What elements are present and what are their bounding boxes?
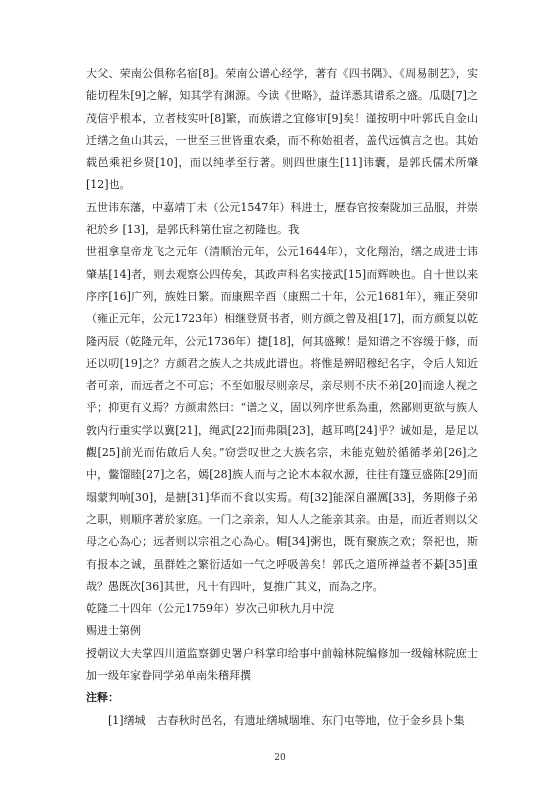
author-signature: 授朝议大夫掌四川道监察御史署户科掌印给事中前翰林院编修加一级翰林院庶士加一级年家眷同学弟单南朱稽拜撰 — [86, 646, 478, 683]
page-number: 20 — [274, 753, 286, 763]
notes-heading: 注释： — [86, 691, 119, 705]
date-line: 乾隆二十四年（公元1759年）岁次己卯秋九月中浣 — [86, 602, 334, 616]
paragraph-preface-2: 五世讳东藩，中嘉靖丁未（公元1547年）科进士，歷春官按秦陇加三品服，并崇祀於乡 [13]，是郭氏科第仕宦之初隆也。我 — [86, 200, 478, 237]
author-title-line: 赐进士第例 — [86, 624, 141, 638]
paragraph-preface-1: 大父、荣南公俱称名宿[8]。荣南公谱心经学，著有《四书隅》、《周易制艺》，实能切程朱[9]之解，知其学有渊源。今读《世略》，益详悉其谱系之盛。瓜瓞[7]之茂信乎根本，立者枝实叶[8]繁，而族谱之宜修审[9]矣！谨按明中叶郭氏自金山迁缮之鱼山其云，一世至三世皆重农桑，而不称始祖者，盖代远慎言之也。其始载邑乘祀乡贤[10]，而以纯孝至行著。则四世康生[11]讳囊，是郭氏儒术所肇[12]也。 — [86, 67, 478, 192]
paragraph-preface-3: 世祖拿皇帝龙飞之元年（清顺治元年，公元1644年），文化翔治，缮之成进士讳肇基[14]者，则去观察公四传矣，其政声科名实接武[15]而辉映也。自十世以来序序[16]广列，族姓日繁。而康熙辛酉（康熙二十年，公元1681年），雍正癸卯（雍正元年，公元1723年）相继登贤书者，则方颜之曾及祖[17]，而方颜复以乾隆丙辰（乾隆元年，公元1736年）捷[18]，何其盛歟！是知谱之不容缓于修，而还以叨[19]之？方颜君之族人之共成此谱也。将惟是辨昭穆纪名字，令后人知近者可亲，而远者之不可忘；不至如服尽则亲尽，亲尽则不庆不弟[20]而途人视之乎；抑更有义焉？方颜肃然曰：“谱之义，固以列序世系為重，然鄙则更欲与族人敦内行重实学以冀[21]，绳武[22]而弗隕[23]，越耳鸣[24]乎？诚如是，是足以觀[25]前光而佑啟后人矣。”窃尝叹世之大族名宗，未能克勉於循循孝弟[26]之中，鳖馏睦[27]之名，嫣[28]族人而与之论木本叙水源，往往有篷豆盛陈[29]而塌蒙判响[30]，是搪[31]华而不食以实焉。苟[32]能深自濯厲[33]，务期修子弟之职，则顺序著於家庭。一门之亲亲，知人人之能亲其亲。由是，而近者则以父母之心為心；远者则以宗祖之心為心。帽[34]粥也，既有聚族之欢；祭祀也，斯有报本之诚，虽群姓之繁衍适如一气之呼吸善矣！郭氏之道所禅益者不綦[35]重哉？愚既次[36]其世，凡十有四叶，复推广其义，而為之序。 — [86, 245, 478, 593]
note-item: [1]缮城 古春秋时邑名，有遗址缮城堌堆、东门屯等地，位于金乡县卜集 — [108, 713, 465, 727]
body-text — [86, 63, 478, 732]
